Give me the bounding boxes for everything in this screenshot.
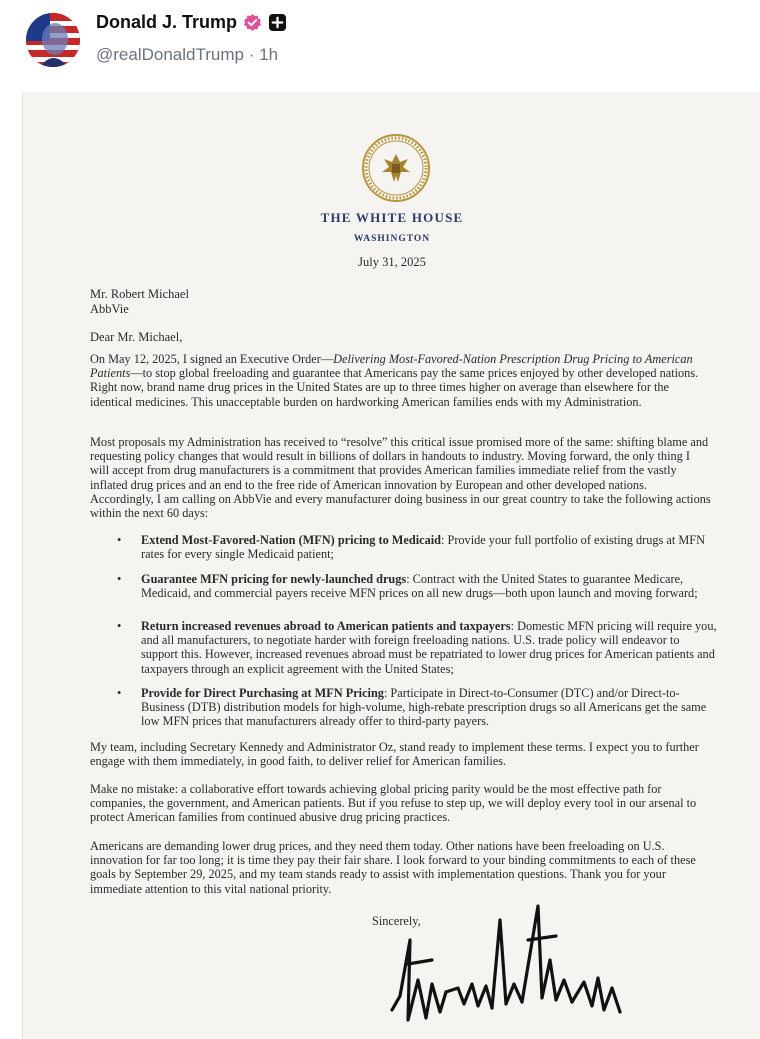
letterhead-subtitle: WASHINGTON bbox=[353, 234, 431, 244]
bullet-glyph: • bbox=[117, 572, 122, 586]
bullet-glyph: • bbox=[117, 619, 122, 633]
letter-date: July 31, 2025 bbox=[358, 255, 426, 269]
list-item-text: : Domestic MFN pricing will require you, and all manufacturers, to negotiate harder with foreign freeloading nations. U.S. trade policy will endeavor to support this. However, increased revenues abroad must be repatriated to lower drug prices for American patients and taxpayers through an explicit agreement with the United States; bbox=[141, 619, 717, 676]
list-item-title: Return increased revenues abroad to American patients and taxpayers bbox=[141, 619, 511, 633]
paragraph-4: Make no mistake: a collaborative effort towards achieving global pricing parity would be the most effective path for companies, the government, and American patients. But if you refuse to step up, we will deploy every tool in our arsenal to protect American families from continued abusive drug pricing practices. bbox=[90, 782, 697, 825]
post-time[interactable]: 1h bbox=[259, 45, 279, 64]
paragraph-2: Most proposals my Administration has received to “resolve” this critical issue promised more of the same: shifting blame and requesting policy changes that would result in billions of dollars in handouts to industry. Moving forward, the only thing I will accept from drug manufacturers is a commitment that provides American families immediate relief from the vastly inflated drug prices and an end to the free ride of American innovation by European and other developed nations. Accordingly, I am calling on AbbVie and every manufacturer doing business in our great country to take the following actions within the next 60 days: bbox=[90, 435, 711, 521]
salutation: Dear Mr. Michael, bbox=[90, 330, 183, 344]
p1-before: On May 12, 2025, I signed an Executive Order— bbox=[90, 352, 334, 366]
paragraph-1 bbox=[90, 352, 712, 409]
letter-document bbox=[23, 92, 760, 1039]
display-name[interactable]: Donald J. Trump bbox=[96, 12, 238, 32]
list-item-text: : Participate in Direct-to-Consumer (DTC) and/or Direct-to-Business (DTB) distribution models for high-volume, high-rebate prescription drugs so all Americans get the same low MFN prices that manufacturers already offer to third-party payers. bbox=[141, 686, 707, 729]
separator: · bbox=[248, 45, 255, 64]
post-image[interactable] bbox=[22, 92, 760, 1039]
list-item-title: Guarantee MFN pricing for newly-launched drugs bbox=[141, 572, 407, 586]
recipient-address bbox=[90, 287, 189, 317]
paragraph-3: My team, including Secretary Kennedy and Administrator Oz, stand ready to implement these terms. I expect you to further engage with them immediately, in good faith, to deliver relief for American families. bbox=[90, 740, 699, 769]
signature-icon bbox=[388, 900, 628, 1038]
handle-row bbox=[96, 45, 278, 65]
presidential-seal-icon bbox=[360, 132, 432, 204]
paragraph-5: Americans are demanding lower drug prices, and they need them today. Other nations have been freeloading on U.S. innovation for far too long; it is time they pay their fair share. I look forward to your binding commitments to each of these goals by September 29, 2025, and my team stands ready to assist with implementation questions. Thank you for your immediate attention to this vital national priority. bbox=[90, 839, 696, 896]
user-handle[interactable]: @realDonaldTrump bbox=[96, 45, 244, 64]
list-item-text: : Provide your full portfolio of existing drugs at MFN rates for every single Medicaid patient; bbox=[141, 533, 706, 562]
list-item-title: Provide for Direct Purchasing at MFN Pricing bbox=[141, 686, 384, 700]
letterhead-title: THE WHITE HOUSE bbox=[320, 210, 464, 225]
closing: Sincerely, bbox=[372, 914, 421, 928]
list-item-text: : Contract with the United States to guarantee Medicare, Medicaid, and commercial payers receive MFN prices on all new drugs—both upon launch and moving forward; bbox=[141, 572, 698, 601]
list-item-title: Extend Most-Favored-Nation (MFN) pricing to Medicaid bbox=[141, 533, 441, 547]
plus-square-icon bbox=[268, 13, 287, 32]
verified-badge-icon bbox=[243, 13, 262, 32]
post-header bbox=[0, 0, 760, 80]
recipient-name: Mr. Robert Michael bbox=[90, 287, 189, 301]
bullet-glyph: • bbox=[117, 533, 122, 547]
bullet-glyph: • bbox=[117, 686, 122, 700]
recipient-company: AbbVie bbox=[90, 302, 129, 316]
executive-order-title: Delivering Most-Favored-Nation Prescription Drug Pricing to American Patients bbox=[90, 352, 693, 381]
p1-after: —to stop global freeloading and guarantee that Americans pay the same prices enjoyed by other developed nations. Right now, brand name drug prices in the United States are up to three times higher on average than elsewhere for the identical medicines. This unacceptable burden on hardworking American families ends with my Administration. bbox=[90, 366, 699, 409]
avatar[interactable] bbox=[26, 13, 80, 67]
